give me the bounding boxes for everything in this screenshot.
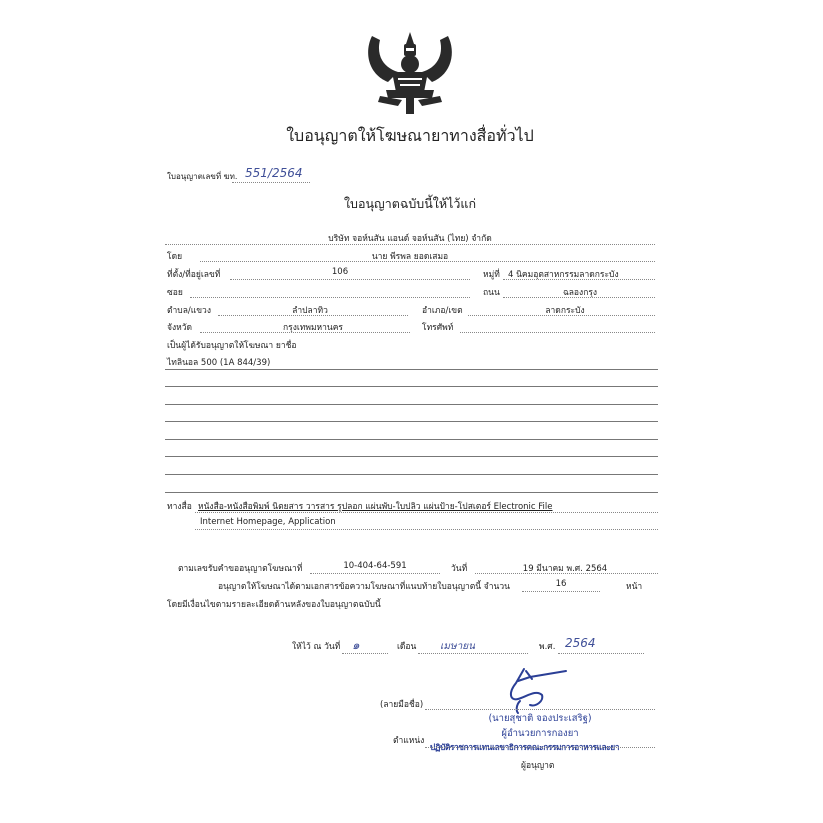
pages-line (522, 591, 600, 592)
company-line (165, 244, 655, 245)
by-label: โดย (167, 252, 183, 262)
given-day: ๑ (352, 638, 360, 652)
signature-mark (496, 665, 576, 715)
district-label: อำเภอ/เขต (422, 306, 463, 316)
district-line (468, 315, 655, 316)
request-date-label: วันที่ (451, 564, 468, 574)
media-value-1 (198, 499, 553, 513)
position-line (425, 747, 655, 748)
blank-line-7 (165, 474, 658, 475)
pages-unit: หน้า (626, 582, 643, 592)
blank-line-4 (165, 421, 658, 422)
media-line-1 (195, 512, 658, 513)
province-label: จังหวัด (167, 323, 193, 333)
subdistrict-line (218, 315, 408, 316)
signer-name: (นายสุชาติ จองประเสริฐ) (488, 713, 592, 724)
month-label: เดือน (397, 642, 417, 652)
by-line (200, 261, 655, 262)
document-subtitle: ใบอนุญาตฉบับนี้ให้ไว้แก่ (343, 196, 477, 211)
position-value: ปฏิบัติราชการแทนเลขาธิการคณะกรรมการอาหารและยา (430, 742, 620, 752)
request-no-label: ตามเลขรับคำขออนุญาตโฆษณาที่ (178, 564, 303, 574)
request-no-line (310, 573, 440, 574)
given-year-line (558, 653, 644, 654)
licensor-label: ผู้อนุญาต (521, 761, 555, 771)
district-value: ลาดกระบัง (545, 306, 585, 316)
road-value: ฉลองกรุง (562, 288, 598, 298)
blank-line-6 (165, 456, 658, 457)
given-day-line (342, 653, 388, 654)
signature-line (425, 709, 655, 710)
subdistrict-value: ลำปลาทิว (292, 306, 328, 316)
address-label: ที่ตั้ง/ที่อยู่เลขที่ (167, 270, 221, 280)
position-label: ตำแหน่ง (393, 736, 425, 746)
blank-line-3 (165, 404, 658, 405)
blank-line-2 (165, 386, 658, 387)
media-value-2: Internet Homepage, Application (200, 517, 336, 527)
attach-text: อนุญาตให้โฆษณาได้ตามเอกสารข้อความโฆษณาที่แนบท้ายใบอนุญาตนี้ จำนวน (218, 582, 510, 592)
license-no-line (232, 182, 310, 183)
moo-value: 4 นิคมอุตสาหกรรมลาดกระบัง (508, 270, 619, 280)
signer-title: ผู้อำนวยการกองยา (501, 728, 579, 739)
year-label: พ.ศ. (539, 642, 556, 652)
request-date-value: 19 มีนาคม พ.ศ. 2564 (522, 564, 608, 574)
condition-text: โดยมีเงื่อนไขตามรายละเอียดด้านหลังของใบอนุญาตฉบับนี้ (167, 600, 381, 610)
media-value-1-text: หนังสือ-หนังสือพิมพ์ นิตยสาร วารสาร รูปลอก แผ่นพับ-ใบปลิว แผ่นป้าย-โปสเตอร์ Electronic File (198, 502, 553, 512)
permission-label: เป็นผู้ได้รับอนุญาตให้โฆษณา ยาชื่อ (167, 341, 297, 351)
request-no-value: 10-404-64-591 (343, 561, 407, 571)
address-line (230, 279, 470, 280)
license-no-value: 551/2564 (245, 166, 303, 180)
given-label: ให้ไว้ ณ วันที่ (292, 642, 341, 652)
moo-line (503, 279, 655, 280)
garuda-emblem (362, 28, 458, 116)
company-name: บริษัท จอห์นสัน แอนด์ จอห์นสัน (ไทย) จำกัด (328, 234, 492, 244)
blank-line-5 (165, 439, 658, 440)
signature-label: (ลายมือชื่อ) (380, 700, 424, 710)
road-label: ถนน (483, 288, 500, 298)
media-line-2 (195, 529, 658, 530)
given-year: 2564 (565, 636, 596, 650)
phone-label: โทรศัพท์ (422, 323, 454, 333)
drug-name: ไทลินอล 500 (1A 844/39) (167, 358, 271, 368)
phone-line (460, 332, 655, 333)
given-month: เมษายน (440, 641, 475, 652)
request-date-line (475, 573, 658, 574)
document-title: ใบอนุญาตให้โฆษณายาทางสื่อทั่วไป (286, 126, 534, 145)
pages-value: 16 (555, 579, 567, 589)
subdistrict-label: ตำบล/แขวง (167, 306, 211, 316)
moo-label: หมู่ที่ (483, 270, 500, 280)
given-month-line (418, 653, 528, 654)
province-line (200, 332, 410, 333)
blank-line-8 (165, 492, 658, 493)
soi-label: ซอย (167, 288, 183, 298)
by-value: นาย พีรพล ยอดเสมอ (371, 252, 449, 262)
blank-line-1 (165, 369, 658, 370)
media-label: ทางสื่อ (167, 502, 192, 512)
soi-line (190, 297, 470, 298)
province-value: กรุงเทพมหานคร (282, 323, 343, 333)
address-value: 106 (331, 267, 349, 277)
license-no-label: ใบอนุญาตเลขที่ ฆท. (167, 172, 238, 181)
road-line (503, 297, 655, 298)
